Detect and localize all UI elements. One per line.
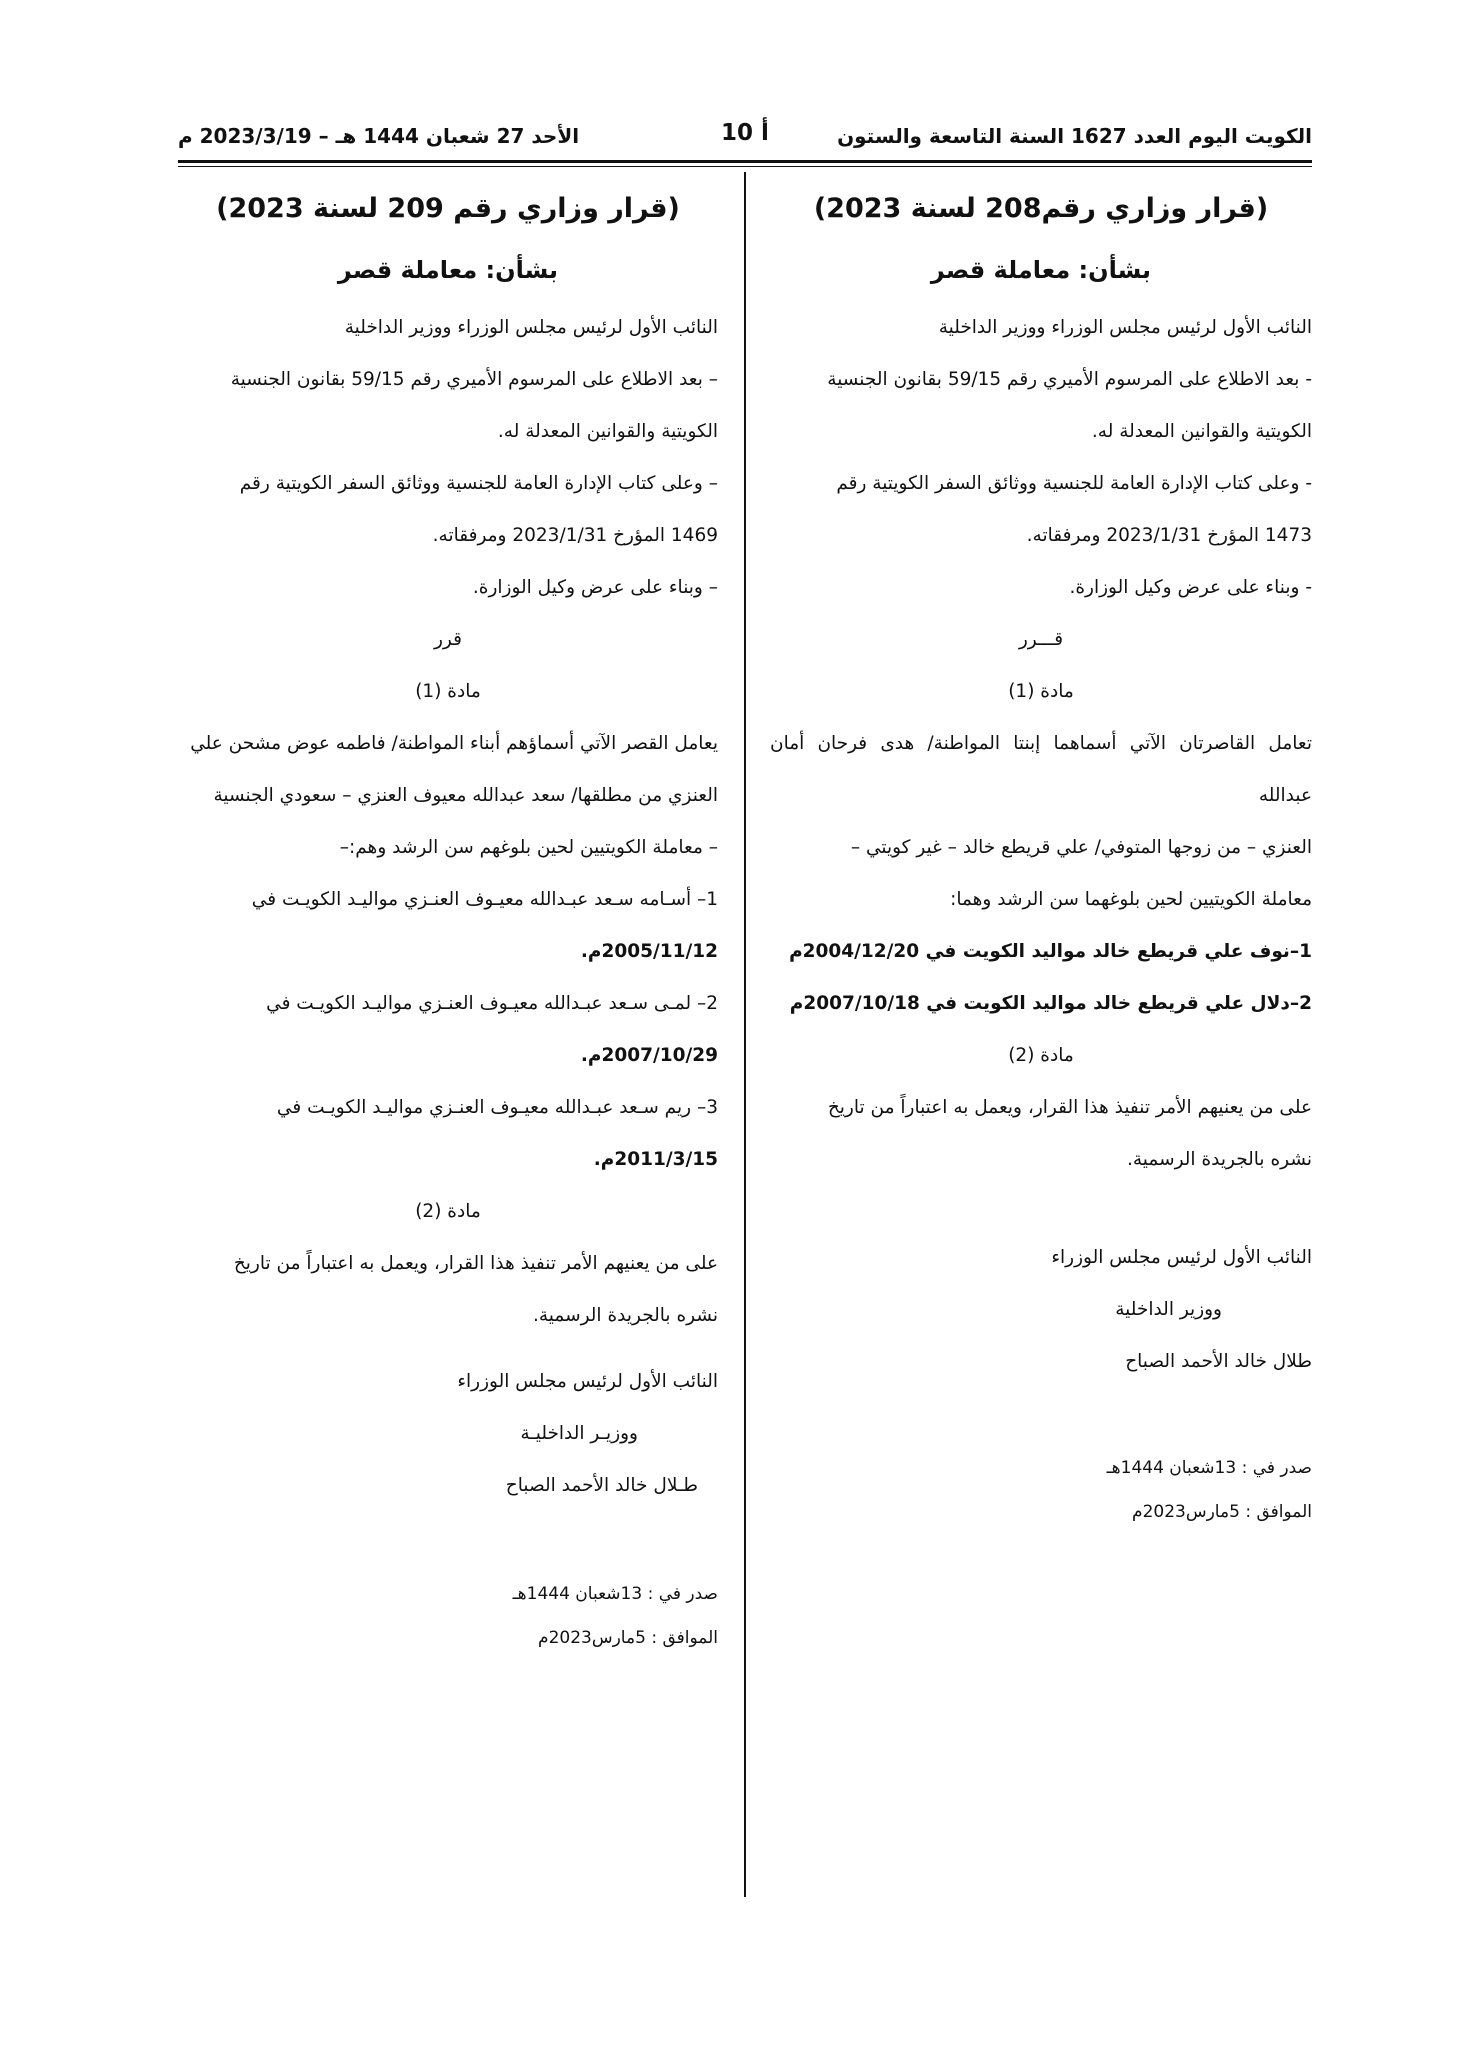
decision-209-subject: بشأن: معاملة قصر xyxy=(337,256,559,284)
decision-209-recital-2-cont: 1469 المؤرخ 2023/1/31 ومرفقاته. xyxy=(432,525,718,546)
decision-209-corresponding-date: الموافق : 5مارس2023م xyxy=(538,1628,718,1648)
decision-209-item-1-date: 2005/11/12م. xyxy=(580,941,718,962)
decision-209-article-2-line-1: على من يعنيهم الأمر تنفيذ هذا القرار، ويعمل به اعتباراً من تاريخ xyxy=(233,1253,718,1274)
header-rule-thick xyxy=(178,160,1312,163)
issue-date: الأحد 27 شعبان 1444 هـ – 2023/3/19 م xyxy=(178,124,580,148)
decision-208-item-2: 2–دلال علي قريطع خالد مواليد الكويت في 2007/10/18م xyxy=(789,993,1312,1014)
decision-208-recital-3: - وبناء على عرض وكيل الوزارة. xyxy=(1069,577,1312,598)
decision-209-recital-1-cont: الكويتية والقوانين المعدلة له. xyxy=(497,421,718,442)
decision-208-decided: قـــرر xyxy=(1018,629,1064,650)
decision-208-signature-title: النائب الأول لرئيس مجلس الوزراء xyxy=(1051,1247,1312,1268)
decision-208-signature xyxy=(770,1232,1312,1388)
decision-209-column xyxy=(178,180,718,1660)
decision-208-article-1-line-3: معاملة الكويتيين لحين بلوغهما سن الرشد وهما: xyxy=(950,889,1312,910)
decision-208-recital-2: - وعلى كتاب الإدارة العامة للجنسية ووثائق السفر الكويتية رقم xyxy=(836,473,1312,494)
decision-208-issuer: النائب الأول لرئيس مجلس الوزراء ووزير الداخلية xyxy=(938,317,1312,338)
decision-208-article-1-line-1: تعامل القاصرتان الآتي أسماهما إبنتا المواطنة/ هدى فرحان أمان عبدالله xyxy=(770,733,1312,806)
decision-209-article-1-line-1: يعامل القصر الآتي أسماؤهم أبناء المواطنة/ فاطمه عوض مشحن علي xyxy=(190,733,718,754)
decision-209-decided: قرر xyxy=(434,629,462,650)
decision-209-recital-2: – وعلى كتاب الإدارة العامة للجنسية ووثائق السفر الكويتية رقم xyxy=(239,473,718,494)
decision-209-article-1-line-3: – معاملة الكويتيين لحين بلوغهم سن الرشد وهم:– xyxy=(339,837,718,858)
decision-209-article-2-line-2: نشره بالجريدة الرسمية. xyxy=(533,1305,718,1326)
decision-208-recital-2-cont: 1473 المؤرخ 2023/1/31 ومرفقاته. xyxy=(1026,525,1312,546)
decision-209-signature xyxy=(178,1356,718,1512)
decision-208-article-2-line-2: نشره بالجريدة الرسمية. xyxy=(1127,1149,1312,1170)
decision-209-item-1: 1– أسـامه سـعد عبـدالله معيـوف العنـزي مواليـد الكويـت في xyxy=(251,889,718,910)
decision-208-item-1: 1–نوف علي قريطع خالد مواليد الكويت في 2004/12/20م xyxy=(789,941,1312,962)
decision-209-article-1-line-2: العنزي من مطلقها/ سعد عبدالله معيوف العنزي – سعودي الجنسية xyxy=(213,785,718,806)
decision-209-signature-title: النائب الأول لرئيس مجلس الوزراء xyxy=(457,1371,718,1392)
decision-208-title: (قرار وزاري رقم208 لسنة 2023) xyxy=(813,193,1269,224)
decision-208-article-1-label: مادة (1) xyxy=(1008,681,1074,702)
decision-208-corresponding-date: الموافق : 5مارس2023م xyxy=(1132,1502,1312,1522)
decision-209-signature-role: ووزيـر الداخليـة xyxy=(520,1423,638,1444)
decision-208-recital-1-cont: الكويتية والقوانين المعدلة له. xyxy=(1091,421,1312,442)
decision-209-item-2-date: 2007/10/29م. xyxy=(580,1045,718,1066)
decision-208-article-2-label: مادة (2) xyxy=(1008,1045,1074,1066)
decision-208-article-2-line-1: على من يعنيهم الأمر تنفيذ هذا القرار، ويعمل به اعتباراً من تاريخ xyxy=(827,1097,1312,1118)
decision-209-issued-date: صدر في : 13شعبان 1444هـ xyxy=(512,1584,718,1604)
decision-208-signature-role: ووزير الداخلية xyxy=(1115,1299,1222,1320)
gazette-issue-info: الكويت اليوم العدد 1627 السنة التاسعة والستون xyxy=(837,124,1312,148)
decision-208-subject: بشأن: معاملة قصر xyxy=(930,256,1152,284)
page-number: أ 10 xyxy=(721,120,769,146)
decision-209-issuer: النائب الأول لرئيس مجلس الوزراء ووزير الداخلية xyxy=(344,317,718,338)
decision-209-title: (قرار وزاري رقم 209 لسنة 2023) xyxy=(216,193,680,224)
decision-209-recital-1: – بعد الاطلاع على المرسوم الأميري رقم 59/15 بقانون الجنسية xyxy=(230,369,718,390)
decision-209-item-2: 2– لمـى سـعد عبـدالله معيـوف العنـزي مواليـد الكويـت في xyxy=(266,993,718,1014)
decision-209-article-2-label: مادة (2) xyxy=(415,1201,481,1222)
decision-208-article-1-line-2: العنزي – من زوجها المتوفي/ علي قريطع خالد – غير كويتي – xyxy=(850,837,1312,858)
header-rule-thin xyxy=(178,166,1312,167)
decision-209-article-1-label: مادة (1) xyxy=(415,681,481,702)
page-header xyxy=(178,118,1312,158)
decision-209-signature-name: طـلال خالد الأحمد الصباح xyxy=(505,1475,698,1496)
decision-209-item-3-date: 2011/3/15م. xyxy=(593,1149,718,1170)
decision-208-issued-date: صدر في : 13شعبان 1444هـ xyxy=(1106,1458,1312,1478)
decision-209-recital-3: – وبناء على عرض وكيل الوزارة. xyxy=(472,577,718,598)
decision-209-item-3: 3– ريم سـعد عبـدالله معيـوف العنـزي مواليـد الكويـت في xyxy=(276,1097,718,1118)
decision-208-signature-name: طلال خالد الأحمد الصباح xyxy=(1125,1351,1312,1372)
decision-208-column xyxy=(770,180,1312,1534)
column-divider xyxy=(744,172,746,1897)
decision-208-recital-1: - بعد الاطلاع على المرسوم الأميري رقم 59/15 بقانون الجنسية xyxy=(827,369,1312,390)
